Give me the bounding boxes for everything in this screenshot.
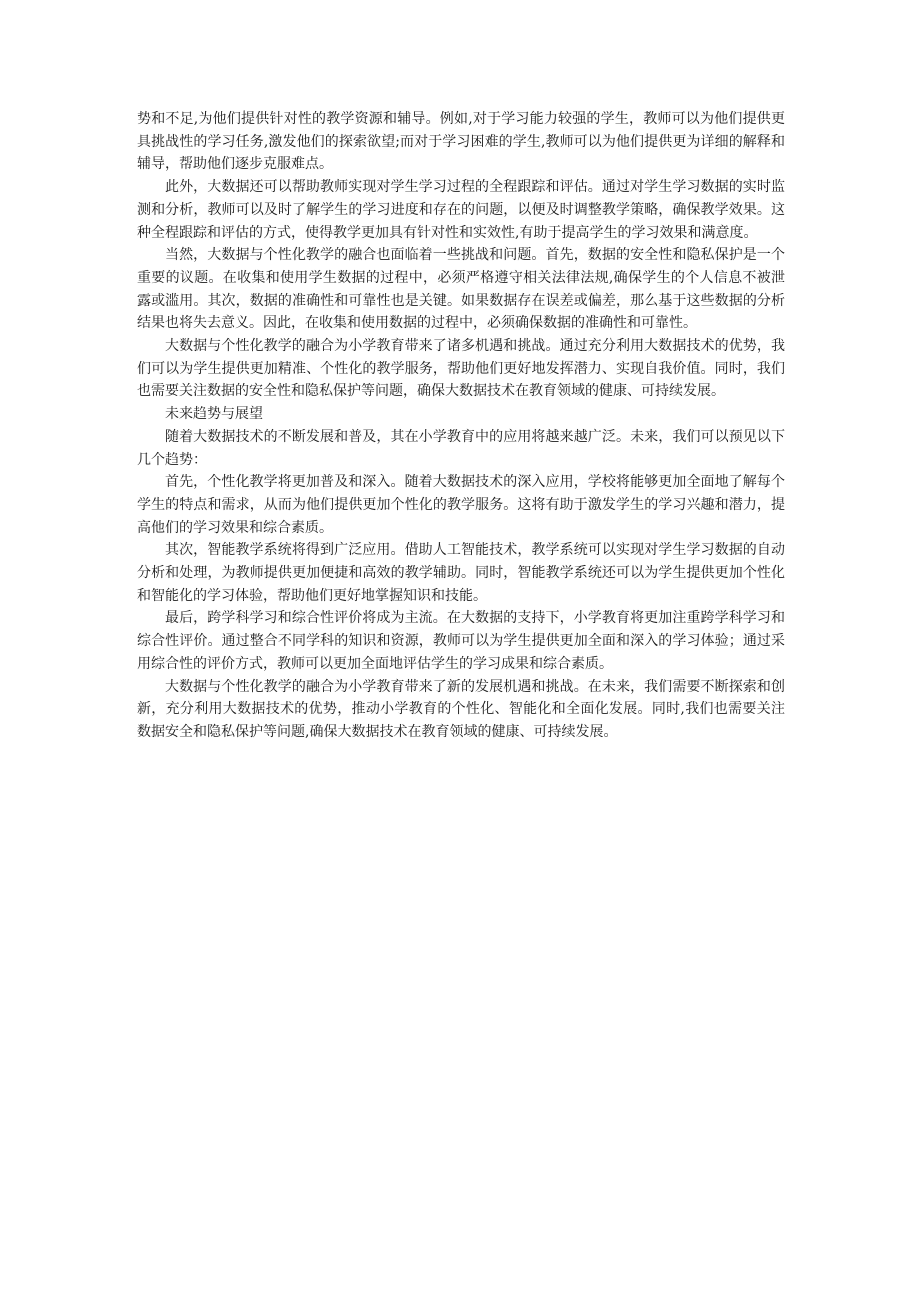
paragraph-challenges: 当然，大数据与个性化教学的融合也面临着一些挑战和问题。首先，数据的安全性和隐私保护是一个重要的议题。在收集和使用学生数据的过程中，必须严格遵守相关法律法规,确保学生的个人信息不被泄露或滥用。其次，数据的准确性和可靠性也是关键。如果数据存在误差或偏差，那么基于这些数据的分析结果也将失去意义。因此，在收集和使用数据的过程中，必须确保数据的准确性和可靠性。	[137, 247, 785, 332]
paragraph-conclusion: 大数据与个性化教学的融合为小学教育带来了新的发展机遇和挑战。在未来，我们需要不断探索和创新，充分利用大数据技术的优势，推动小学教育的个性化、智能化和全面化发展。同时,我们也需要关注数据安全和隐私保护等问题,确保大数据技术在教育领域的健康、可持续发展。	[137, 678, 785, 740]
paragraph-continuation: 势和不足,为他们提供针对性的教学资源和辅导。例如,对于学习能力较强的学生，教师可以为他们提供更具挑战性的学习任务,激发他们的探索欲望;而对于学习困难的学生,教师可以为他们提供更为详细的解释和辅导，帮助他们逐步克服难点。	[137, 111, 785, 173]
paragraph-trends-intro: 随着大数据技术的不断发展和普及，其在小学教育中的应用将越来越广泛。未来，我们可以预见以下几个趋势：	[137, 428, 785, 468]
paragraph-tracking-assessment: 此外，大数据还可以帮助教师实现对学生学习过程的全程跟踪和评估。通过对学生学习数据的实时监测和分析，教师可以及时了解学生的学习进度和存在的问题，以便及时调整教学策略，确保教学效果。这种全程跟踪和评估的方式，使得教学更加具有针对性和实效性,有助于提高学生的学习效果和满意度。	[137, 179, 785, 241]
paragraph-trend-intelligent-systems: 其次，智能教学系统将得到广泛应用。借助人工智能技术，教学系统可以实现对学生学习数据的自动分析和处理，为教师提供更加便捷和高效的教学辅助。同时，智能教学系统还可以为学生提供更加个性化和智能化的学习体验，帮助他们更好地掌握知识和技能。	[137, 542, 785, 604]
paragraph-opportunities: 大数据与个性化教学的融合为小学教育带来了诸多机遇和挑战。通过充分利用大数据技术的优势，我们可以为学生提供更加精准、个性化的教学服务，帮助他们更好地发挥潜力、实现自我价值。同时，我们也需要关注数据的安全性和隐私保护等问题，确保大数据技术在教育领域的健康、可持续发展。	[137, 338, 785, 400]
paragraph-trend-interdisciplinary: 最后，跨学科学习和综合性评价将成为主流。在大数据的支持下，小学教育将更加注重跨学科学习和综合性评价。通过整合不同学科的知识和资源，教师可以为学生提供更加全面和深入的学习体验；通过采用综合性的评价方式，教师可以更加全面地评估学生的学习成果和综合素质。	[137, 610, 785, 672]
paragraph-trend-personalized: 首先，个性化教学将更加普及和深入。随着大数据技术的深入应用，学校将能够更加全面地了解每个学生的特点和需求，从而为他们提供更加个性化的教学服务。这将有助于激发学生的学习兴趣和潜力，提高他们的学习效果和综合素质。	[137, 474, 785, 536]
document-body	[137, 108, 785, 744]
section-heading-future-trends: 未来趋势与展望	[165, 406, 263, 423]
